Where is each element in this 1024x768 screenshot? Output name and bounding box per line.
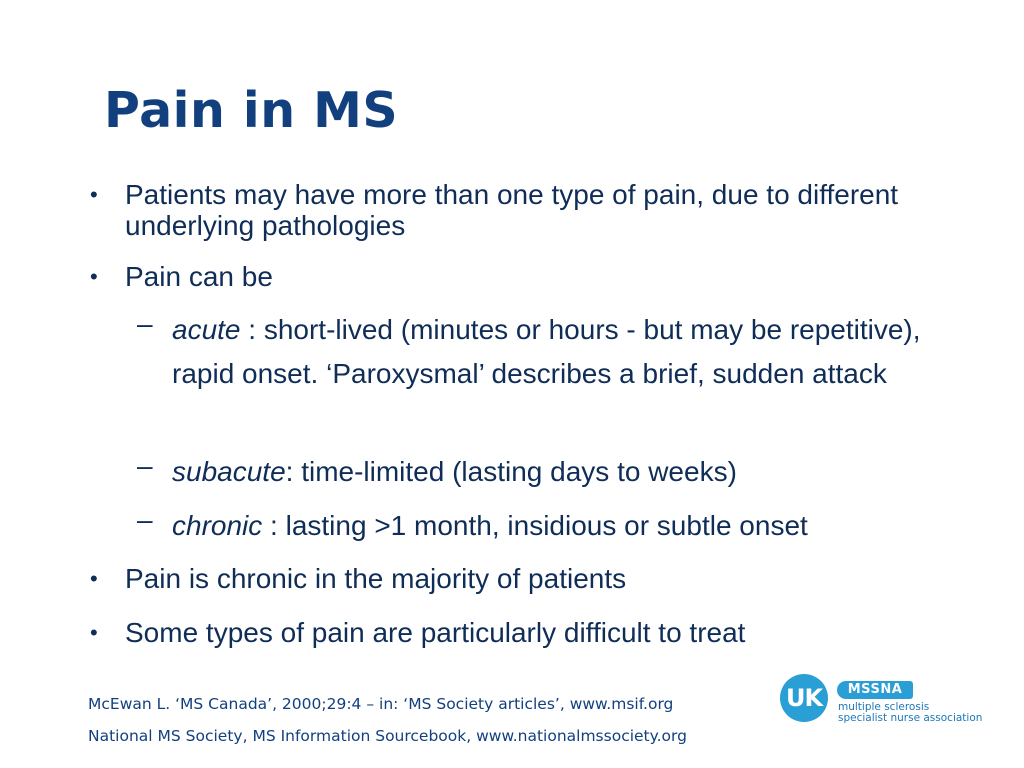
sub-description: : time-limited (lasting days to weeks) [285, 456, 737, 487]
sub-term: acute [172, 314, 241, 345]
sub-term: subacute [172, 456, 286, 487]
reference-line: McEwan L. ‘MS Canada’, 2000;29:4 – in: ‘MS Society articles’, www.msif.org [88, 695, 674, 713]
bullet-item [90, 261, 955, 292]
slide-title: Pain in MS [104, 82, 399, 139]
bullet-mark: • [90, 264, 98, 289]
bullet-mark: • [90, 620, 98, 645]
sub-item [137, 308, 962, 396]
sub-text [172, 504, 962, 548]
sub-item [137, 504, 962, 548]
bullet-text: Patients may have more than one type of pain, due to different underlying pathologies [125, 179, 899, 241]
sub-dash: – [137, 308, 153, 339]
logo-tagline-line: multiple sclerosis [838, 701, 930, 713]
bullet-item [90, 179, 955, 241]
sub-term: chronic [172, 510, 263, 541]
references [88, 688, 687, 752]
sub-text [172, 308, 962, 396]
logo-uk-badge: UK [780, 674, 828, 722]
bullet-text: Pain can be [125, 261, 273, 292]
bullet-text: Pain is chronic in the majority of patients [125, 563, 627, 594]
sub-dash: – [137, 504, 153, 535]
logo-mssna-label: MSSNA [837, 681, 913, 699]
sub-text [172, 450, 962, 494]
logo-tagline-line: specialist nurse association [838, 712, 983, 724]
sub-dash: – [137, 450, 153, 481]
sub-description: : short-lived (minutes or hours - but may be repetitive), rapid onset. ‘Paroxysmal’ describes a brief, sudden attack [172, 314, 921, 389]
reference-line: National MS Society, MS Information Sourcebook, www.nationalmssociety.org [88, 727, 687, 745]
bullet-text: Some types of pain are particularly difficult to treat [125, 617, 746, 648]
bullet-item [90, 563, 955, 594]
logo-tagline [838, 702, 982, 724]
bullet-item [90, 617, 955, 648]
sub-description: : lasting >1 month, insidious or subtle onset [262, 510, 808, 541]
sub-item [137, 450, 962, 494]
bullet-mark: • [90, 182, 98, 207]
bullet-mark: • [90, 566, 98, 591]
mssna-logo [780, 674, 1010, 724]
